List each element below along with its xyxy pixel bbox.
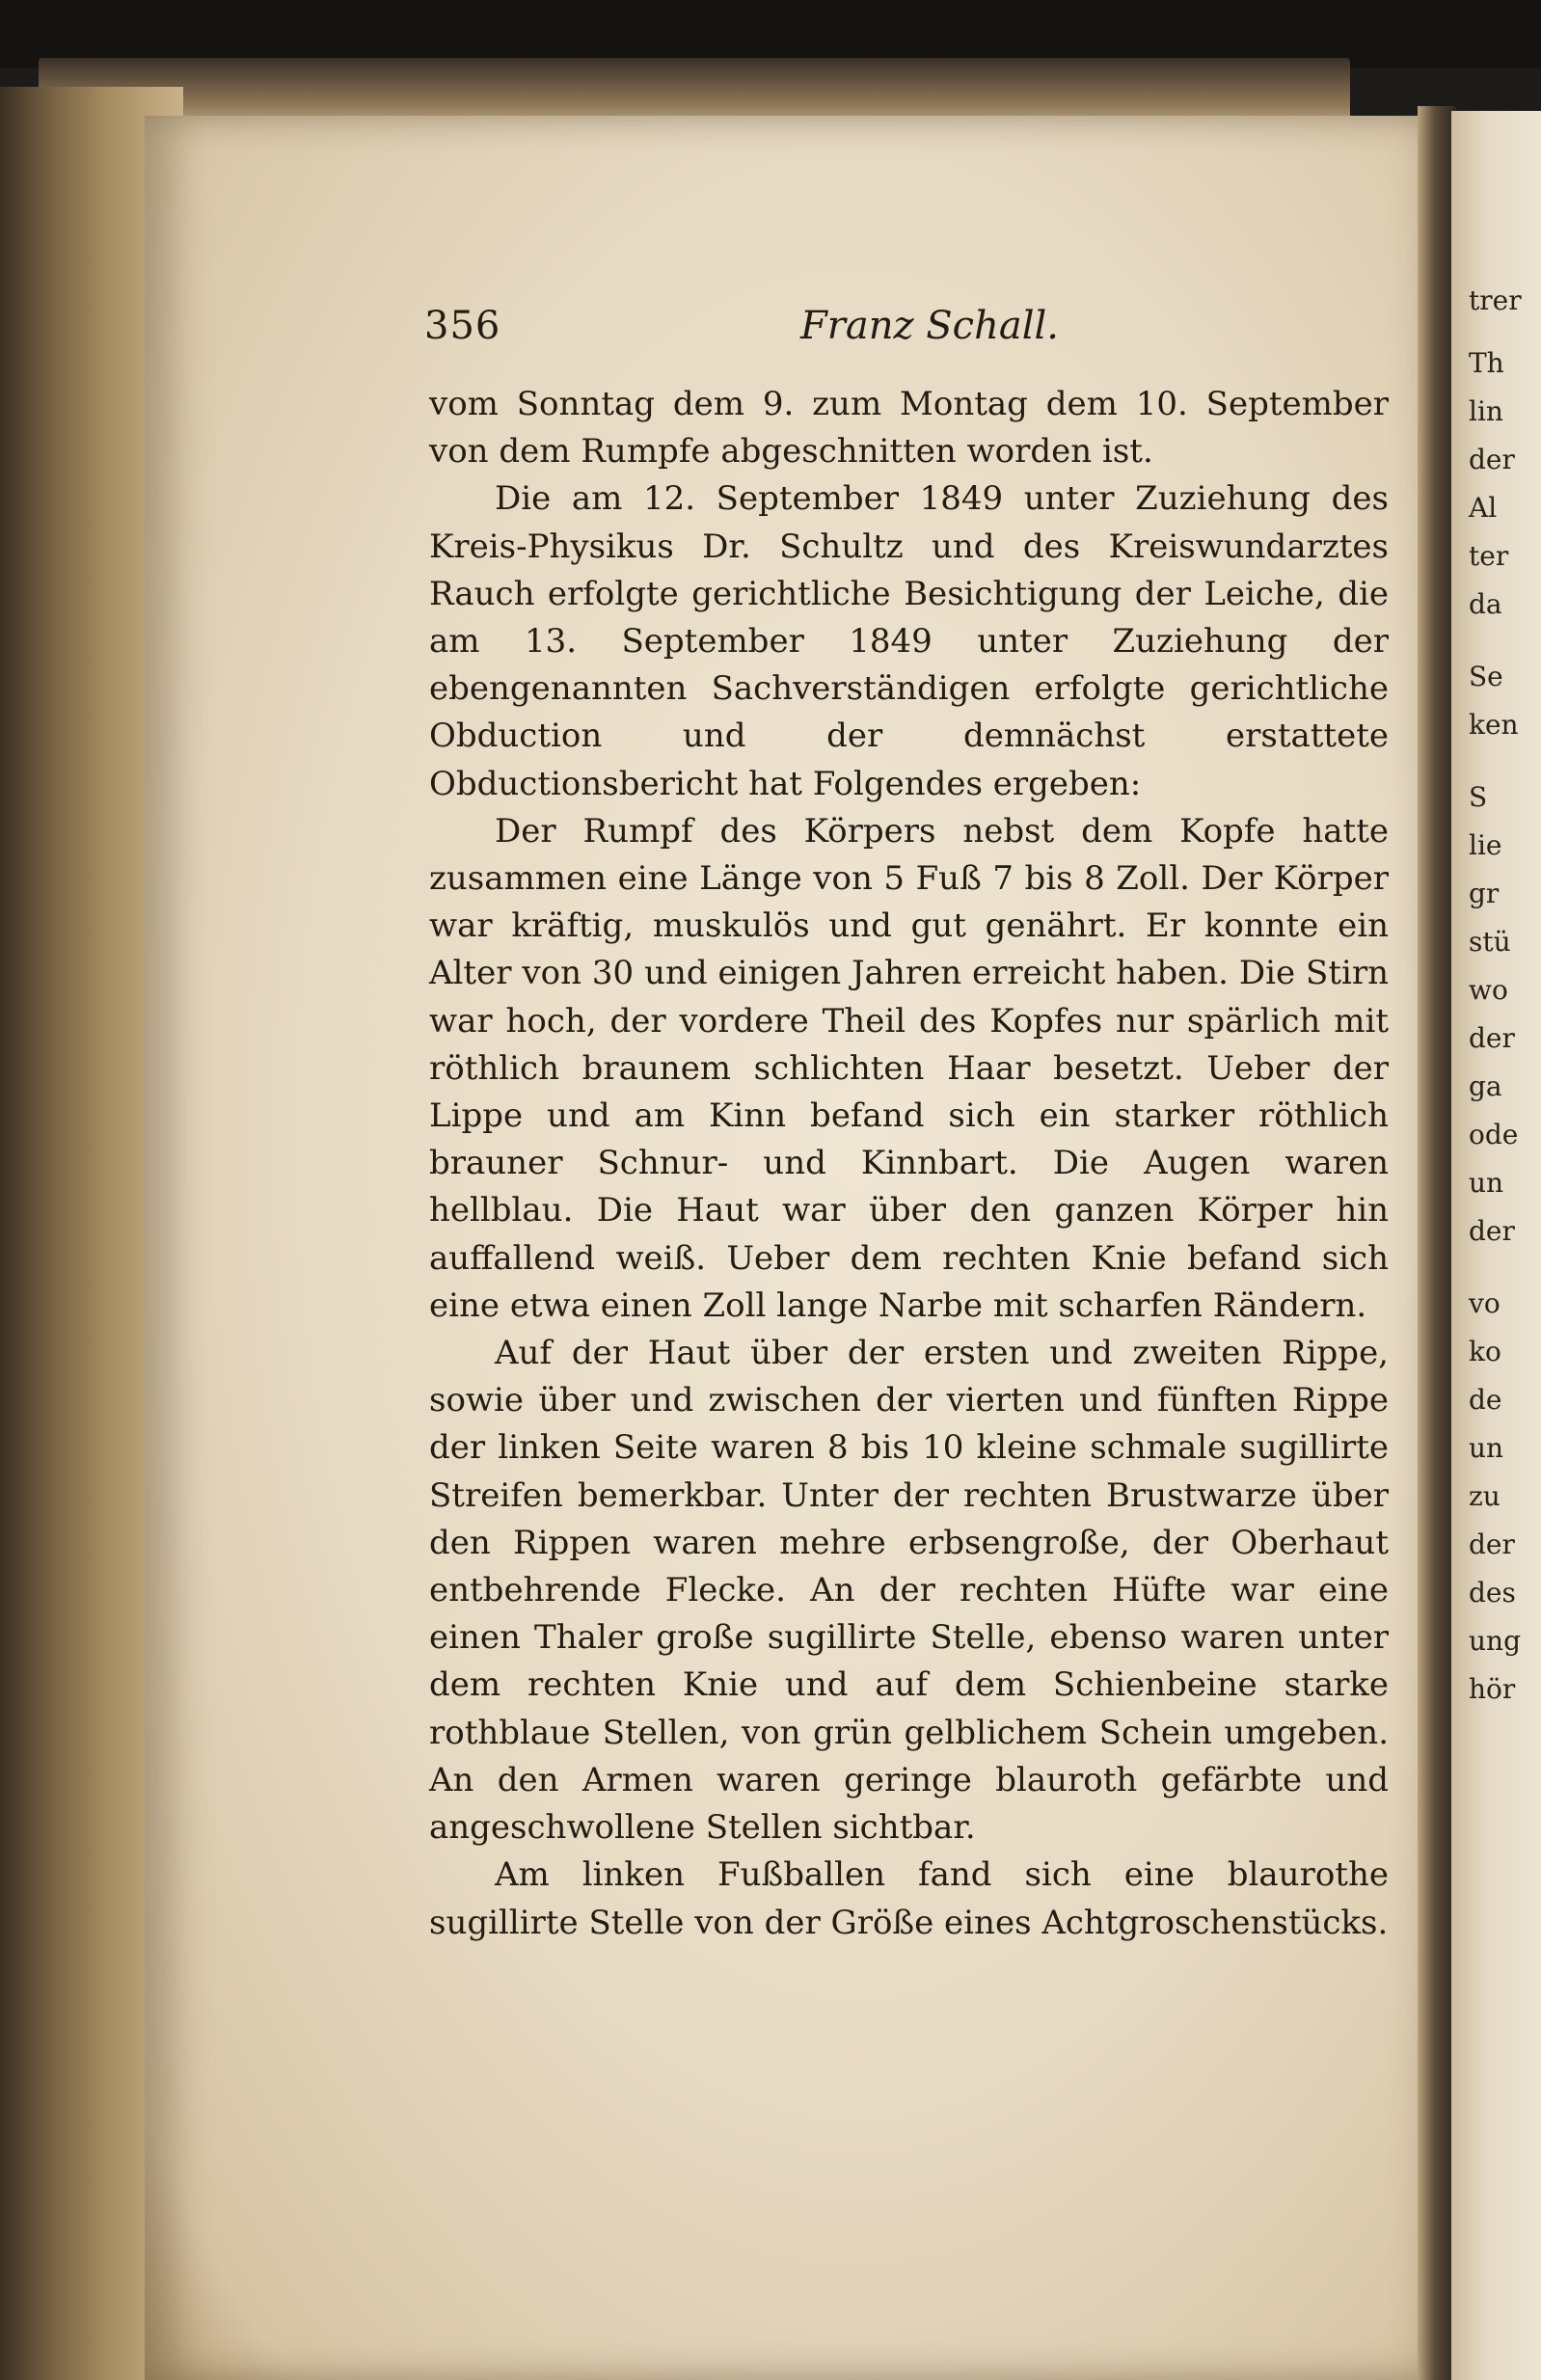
right-page-fragment: lie: [1469, 829, 1502, 861]
right-page-fragment: der: [1469, 1022, 1515, 1054]
right-page-fragment: wo: [1469, 974, 1508, 1006]
right-page-fragment: der: [1469, 1215, 1515, 1247]
book-gutter: [1418, 106, 1456, 2380]
right-page-fragment: ga: [1469, 1070, 1502, 1102]
right-page-edge: [1451, 111, 1541, 2380]
right-page-fragment: hör: [1469, 1673, 1516, 1705]
right-page-fragment: der: [1469, 444, 1515, 475]
right-page-fragment: vo: [1469, 1287, 1500, 1319]
page-header: [424, 304, 1408, 352]
paragraph: vom Sonntag dem 9. zum Montag dem 10. September von dem Rumpfe abgeschnitten worden ist.: [429, 385, 1389, 472]
right-page-fragment: Se: [1469, 661, 1503, 692]
paragraph: Die am 12. September 1849 unter Zuziehung des Kreis-Physikus Dr. Schultz und des Kreiswundarztes Rauch erfolgte gerichtliche Besichtigung der Leiche, die am 13. September 1849 unter Zuziehung der ebengenannten Sachverständigen erfolgte gerichtliche Obduction und der demnächst erstattete Obductionsbericht hat Folgendes ergeben:: [429, 479, 1389, 803]
right-page-fragment: ode: [1469, 1119, 1519, 1150]
right-page-fragment: zu: [1469, 1480, 1500, 1512]
right-page-fragment: der: [1469, 1528, 1515, 1560]
body-text: [429, 381, 1389, 1947]
right-page-fragment: ko: [1469, 1336, 1501, 1367]
right-page-fragment: da: [1469, 588, 1502, 620]
right-page-fragment: S: [1469, 781, 1488, 813]
right-page-fragment: stü: [1469, 926, 1511, 958]
page-number: 356: [424, 304, 501, 348]
paragraph: Auf der Haut über der ersten und zweiten Rippe, sowie über und zwischen der vierten und fünften Rippe der linken Seite waren 8 bis 10 kleine schmale sugillirte Streifen bemerkbar. Unter der rechten Brustwarze über den Rippen waren mehre erbsengroße, der Oberhaut entbehrende Flecke. An der rechten Hüfte war eine einen Thaler große sugillirte Stelle, ebenso waren unter dem rechten Knie und auf dem Schienbeine starke rothblaue Stellen, von grün gelblichem Schein umgeben. An den Armen waren geringe blauroth gefärbte und angeschwollene Stellen sichtbar.: [429, 1334, 1389, 1848]
right-page-fragment: ken: [1469, 709, 1519, 741]
right-page-fragment: un: [1469, 1167, 1504, 1199]
paragraph: Am linken Fußballen fand sich eine blaurothe sugillirte Stelle von der Größe eines Achtgroschenstücks.: [429, 1855, 1389, 1942]
running-head: Franz Schall.: [800, 304, 1059, 348]
right-page-fragment: des: [1469, 1577, 1516, 1609]
right-page-fragment: gr: [1469, 878, 1500, 909]
right-page-fragment: de: [1469, 1384, 1502, 1416]
right-page-fragment: ung: [1469, 1625, 1521, 1657]
right-page-fragment: trer: [1469, 284, 1522, 316]
right-page-fragment: un: [1469, 1432, 1504, 1464]
right-page-fragment: lin: [1469, 395, 1503, 427]
paragraph: Der Rumpf des Körpers nebst dem Kopfe hatte zusammen eine Länge von 5 Fuß 7 bis 8 Zoll. Der Körper war kräftig, muskulös und gut genährt. Er konnte ein Alter von 30 und einigen Jahren erreicht haben. Die Stirn war hoch, der vordere Theil des Kopfes nur spärlich mit röthlich braunem schlichten Haar besetzt. Ueber der Lippe und am Kinn befand sich ein starker röthlich brauner Schnur- und Kinnbart. Die Augen waren hellblau. Die Haut war über den ganzen Körper hin auffallend weiß. Ueber dem rechten Knie befand sich eine etwa einen Zoll lange Narbe mit scharfen Rändern.: [429, 811, 1389, 1325]
right-page-fragment: ter: [1469, 540, 1509, 572]
right-page-fragment: Al: [1469, 492, 1498, 524]
right-page-fragment: Th: [1469, 347, 1504, 379]
